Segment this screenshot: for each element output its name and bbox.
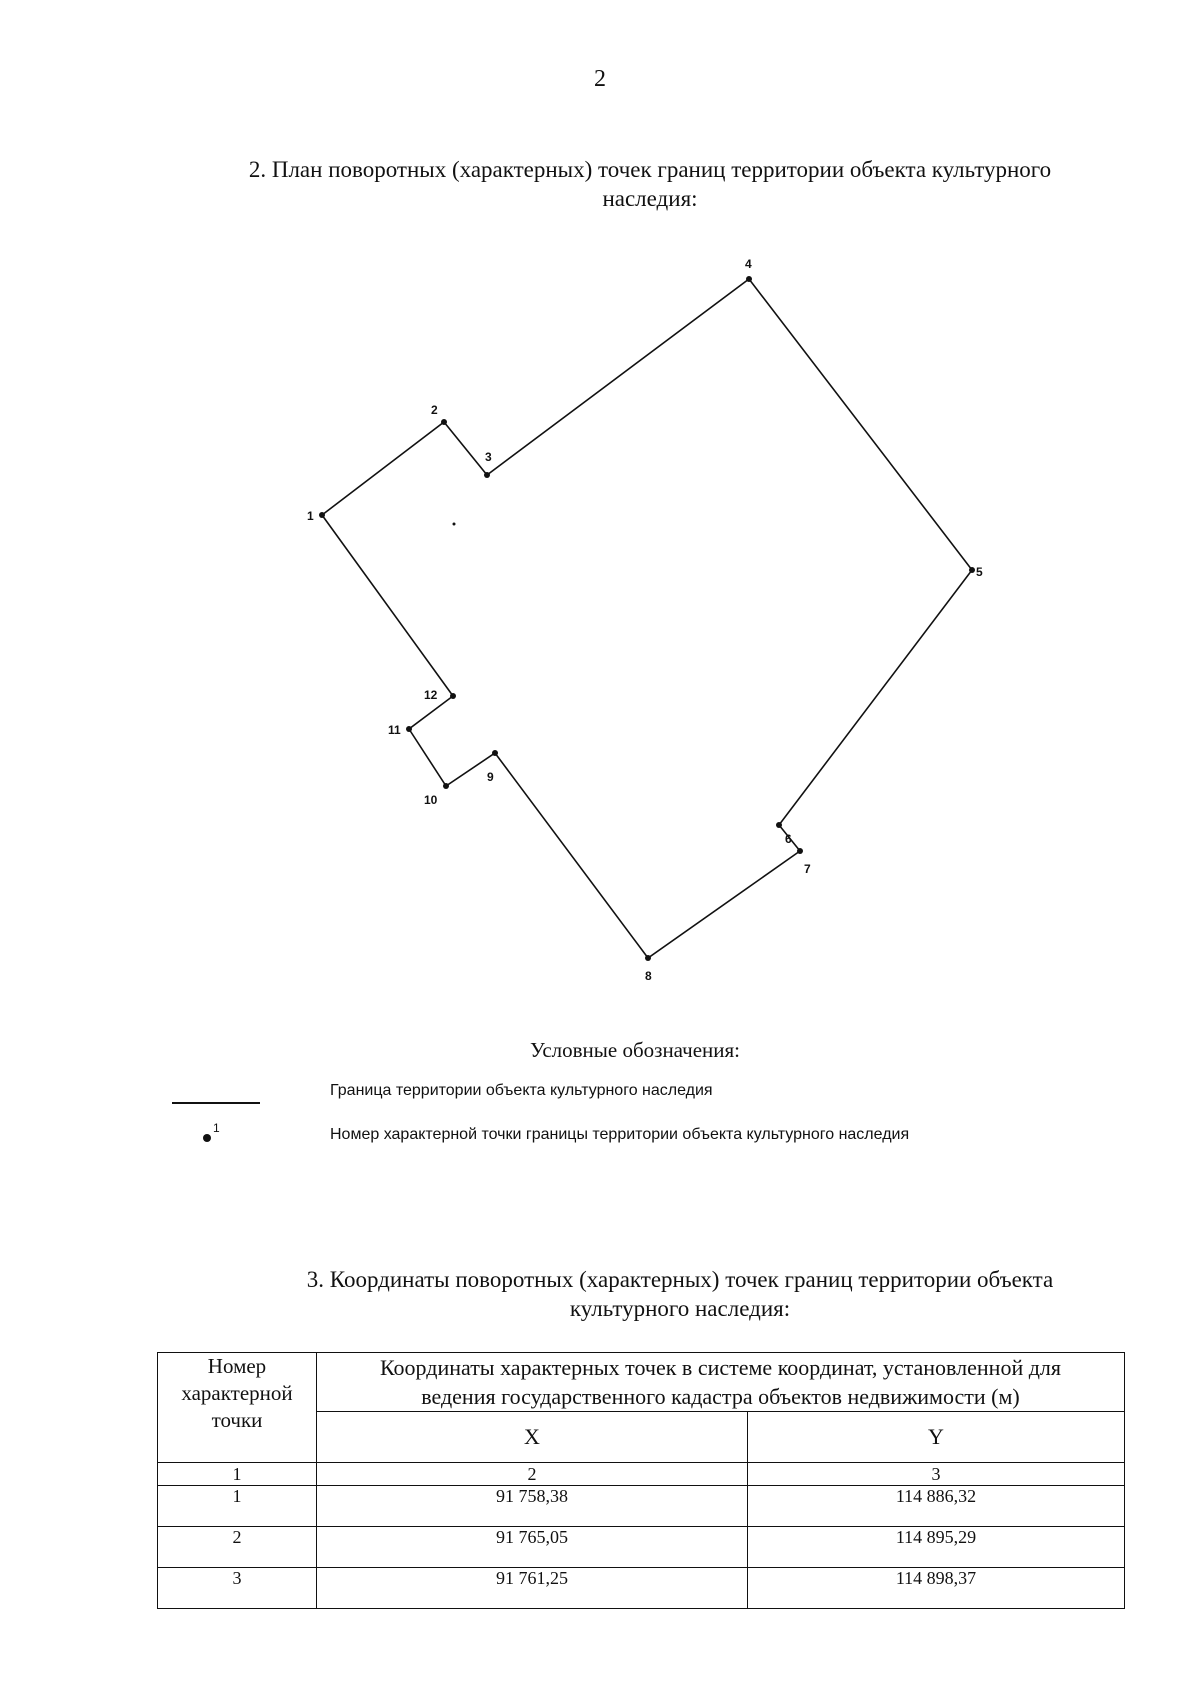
header-point-line: Номер [207,1354,267,1378]
table-row [158,1527,1125,1568]
point-label-2: 2 [431,403,438,417]
stray-dot [453,523,456,526]
boundary-points [319,276,975,961]
header-coordinates [317,1353,1125,1412]
coords-heading [90,1265,1200,1323]
boundary-line [322,279,972,958]
point-marker-5 [969,567,975,573]
table-row [158,1486,1125,1527]
header-point-line: точки [211,1408,263,1432]
point-label-9: 9 [487,770,494,784]
cell-y: 114 898,37 [748,1568,1125,1609]
column-number: 3 [748,1463,1125,1486]
page-number: 2 [594,66,606,92]
point-label-4: 4 [745,257,752,271]
header-coords-line: ведения государственного кадастра объектов недвижимости (м) [421,1384,1020,1409]
point-marker-9 [492,750,498,756]
point-marker-12 [450,693,456,699]
point-marker-2 [441,419,447,425]
point-marker-11 [406,726,412,732]
header-coords-line: Координаты характерных точек в системе координат, установленной для [379,1355,1062,1380]
legend-point-marker [203,1134,211,1142]
point-label-8: 8 [645,969,652,983]
point-label-3: 3 [485,450,492,464]
legend-title: Условные обозначения: [529,1038,741,1062]
point-label-5: 5 [976,565,983,579]
table-row [158,1568,1125,1609]
plan-heading-line2: наследия: [602,186,698,211]
point-label-10: 10 [424,793,438,807]
cell-x: 91 765,05 [317,1527,748,1568]
point-marker-10 [443,783,449,789]
cell-point: 3 [158,1568,317,1609]
legend-boundary-label: Граница территории объекта культурного наследия [330,1082,713,1099]
column-numbers-row [158,1463,1125,1486]
table-header-row [158,1353,1125,1412]
cell-point: 2 [158,1527,317,1568]
point-marker-8 [645,955,651,961]
column-number: 2 [317,1463,748,1486]
cell-point: 1 [158,1486,317,1527]
header-point-line: характерной [181,1381,293,1405]
point-label-12: 12 [424,688,438,702]
column-number: 1 [158,1463,317,1486]
coords-heading-line2: культурного наследия: [569,1296,791,1321]
point-marker-7 [797,848,803,854]
cell-x: 91 758,38 [317,1486,748,1527]
point-label-11: 11 [388,723,401,737]
legend-boundary-line [172,1102,260,1104]
point-label-1: 1 [307,509,314,523]
point-marker-1 [319,512,325,518]
coordinates-table [157,1352,1125,1609]
header-point-number [158,1353,317,1463]
legend-point-label: Номер характерной точки границы территории объекта культурного наследия [330,1126,910,1143]
point-label-6: 6 [785,832,792,846]
legend-point-marker-number: 1 [213,1121,220,1135]
header-x: X [317,1412,748,1463]
point-labels [307,257,983,983]
plan-heading-line1: 2. План поворотных (характерных) точек границ территории объекта культурного [248,157,1052,182]
cell-y: 114 895,29 [748,1527,1125,1568]
coords-heading-line1: 3. Координаты поворотных (характерных) точек границ территории объекта [306,1267,1054,1292]
cell-y: 114 886,32 [748,1486,1125,1527]
point-marker-3 [484,472,490,478]
point-label-7: 7 [804,862,811,876]
point-marker-6 [776,822,782,828]
header-y: Y [748,1412,1125,1463]
point-marker-4 [746,276,752,282]
cell-x: 91 761,25 [317,1568,748,1609]
